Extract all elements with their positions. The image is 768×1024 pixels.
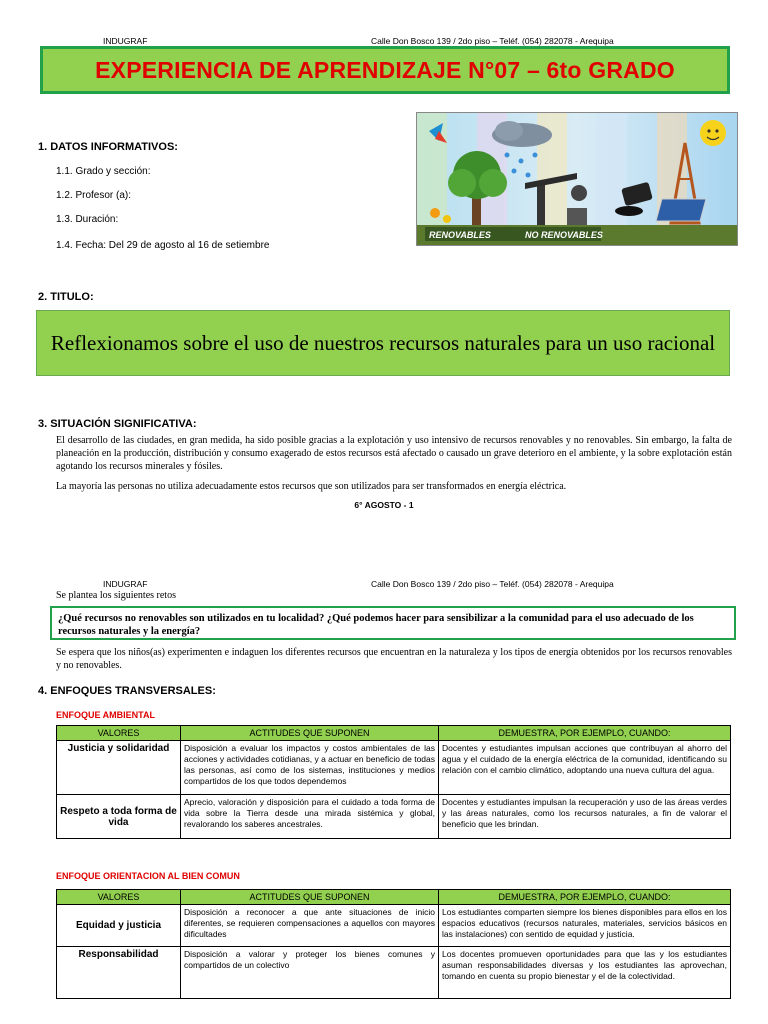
enfoque-bien-comun-table xyxy=(56,889,731,999)
enfoque-ambiental-label: ENFOQUE AMBIENTAL xyxy=(56,710,155,720)
renewables-label: RENOVABLES xyxy=(429,230,491,240)
titulo-heading: 2. TITULO: xyxy=(38,291,94,303)
col-demuestra: DEMUESTRA, POR EJEMPLO, CUANDO: xyxy=(439,890,731,905)
col-demuestra: DEMUESTRA, POR EJEMPLO, CUANDO: xyxy=(439,726,731,741)
situacion-paragraph-1: El desarrollo de las ciudades, en gran medida, ha sido posible gracias a la explotación y uso intensivo de recursos renovables y no renovables. Sin embargo, la falta de planeación en la producción, distribución y consumo exagerado de estos recursos está afectado o causado un grave deterioro en el ambiente, y la sobre explotación están agotando los recursos minerales y fósiles. xyxy=(56,435,732,472)
table-header-row xyxy=(57,890,731,905)
header-brand-2: INDUGRAF xyxy=(103,579,148,589)
enfoques-heading: 4. ENFOQUES TRANSVERSALES: xyxy=(38,685,216,697)
col-valores: VALORES xyxy=(57,726,181,741)
title-banner xyxy=(40,46,730,94)
table-header-row xyxy=(57,726,731,741)
datos-item-fecha: 1.4. Fecha: Del 29 de agosto al 16 de setiembre xyxy=(56,240,270,251)
demuestra-cell: Docentes y estudiantes impulsan acciones que contribuyan al ahorro del agua y el cuidado de la energía eléctrica de la comunidad, identificando su relación con el cambio climático, adoptando una nueva cultura del agua. xyxy=(439,741,731,795)
actitud-cell: Disposición a reconocer a que ante situaciones de inicio diferentes, se requieren compensaciones a aquellos con mayores dificultades xyxy=(181,905,439,947)
actitud-cell: Disposición a valorar y proteger los bienes comunes y compartidos de un colectivo xyxy=(181,947,439,999)
situacion-paragraph-2: La mayoría las personas no utiliza adecuadamente estos recursos que son utilizados para ser transformados en energía eléctrica. xyxy=(56,481,567,492)
datos-item-grado: 1.1. Grado y sección: xyxy=(56,166,151,177)
header-brand: INDUGRAF xyxy=(103,36,148,46)
valor-cell: Respeto a toda forma de vida xyxy=(57,795,181,839)
valor-cell: Justicia y solidaridad xyxy=(57,741,181,795)
situacion-heading: 3. SITUACIÓN SIGNIFICATIVA: xyxy=(38,418,197,430)
expectation-paragraph: Se espera que los niños(as) experimenten e indaguen los diferentes recursos que encuentran en la naturaleza y los tipos de energía obtenidos por los recursos renovables y no renovables. xyxy=(56,647,732,671)
enfoque-bien-comun-label: ENFOQUE ORIENTACION AL BIEN COMUN xyxy=(56,871,240,881)
header-address: Calle Don Bosco 139 / 2do piso – Teléf. (054) 282078 - Arequipa xyxy=(371,36,614,46)
titulo-text: Reflexionamos sobre el uso de nuestros recursos naturales para un uso racional xyxy=(50,331,716,355)
table-row xyxy=(57,905,731,947)
renewable-resources-illustration xyxy=(416,112,738,246)
table-row xyxy=(57,947,731,999)
header-address-2: Calle Don Bosco 139 / 2do piso – Teléf. (054) 282078 - Arequipa xyxy=(371,579,614,589)
valor-cell: Responsabilidad xyxy=(57,947,181,999)
retos-intro: Se plantea los siguientes retos xyxy=(56,590,176,601)
enfoque-ambiental-table xyxy=(56,725,731,839)
page-footer: 6° AGOSTO - 1 xyxy=(354,500,414,510)
actitud-cell: Disposición a evaluar los impactos y costos ambientales de las acciones y actividades cotidianas, y a actuar en beneficio de todas las personas, así como de los sistemas, instituciones y medios compartidos de los que todos dependemos xyxy=(181,741,439,795)
datos-item-duracion: 1.3. Duración: xyxy=(56,214,119,225)
demuestra-cell: Docentes y estudiantes impulsan la recuperación y uso de las áreas verdes y las áreas naturales, como los recursos naturales, a fin de valorar el beneficio que les brindan. xyxy=(439,795,731,839)
retos-question-box xyxy=(50,606,736,640)
page-title: EXPERIENCIA DE APRENDIZAJE N°07 – 6to GRADO xyxy=(95,56,675,83)
datos-heading: 1. DATOS INFORMATIVOS: xyxy=(38,141,178,153)
retos-question: ¿Qué recursos no renovables son utilizados en tu localidad? ¿Qué podemos hacer para sensibilizar a la comunidad para el uso adecuado de los recursos naturales y la energía? xyxy=(58,613,694,637)
actitud-cell: Aprecio, valoración y disposición para el cuidado a toda forma de vida sobre la Tierra desde una mirada sistémica y global, revalorando los saberes ancestrales. xyxy=(181,795,439,839)
col-actitudes: ACTITUDES QUE SUPONEN xyxy=(181,726,439,741)
illustration-svg xyxy=(417,113,737,245)
valor-cell: Equidad y justicia xyxy=(57,905,181,947)
non-renewables-label: NO RENOVABLES xyxy=(525,230,603,240)
table-row xyxy=(57,741,731,795)
demuestra-cell: Los estudiantes comparten siempre los bienes disponibles para ellos en los espacios educativos (recursos naturales, materiales, servicios básicos en las instalaciones) con sentido de equidad y justicia. xyxy=(439,905,731,947)
col-valores: VALORES xyxy=(57,890,181,905)
titulo-box xyxy=(36,310,730,376)
datos-item-profesor: 1.2. Profesor (a): xyxy=(56,190,132,201)
demuestra-cell: Los docentes promueven oportunidades para que las y los estudiantes asuman responsabilidades diversas y los estudiantes las aprovechan, tomando en cuenta su propio bienestar y el de la colectividad. xyxy=(439,947,731,999)
col-actitudes: ACTITUDES QUE SUPONEN xyxy=(181,890,439,905)
table-row xyxy=(57,795,731,839)
